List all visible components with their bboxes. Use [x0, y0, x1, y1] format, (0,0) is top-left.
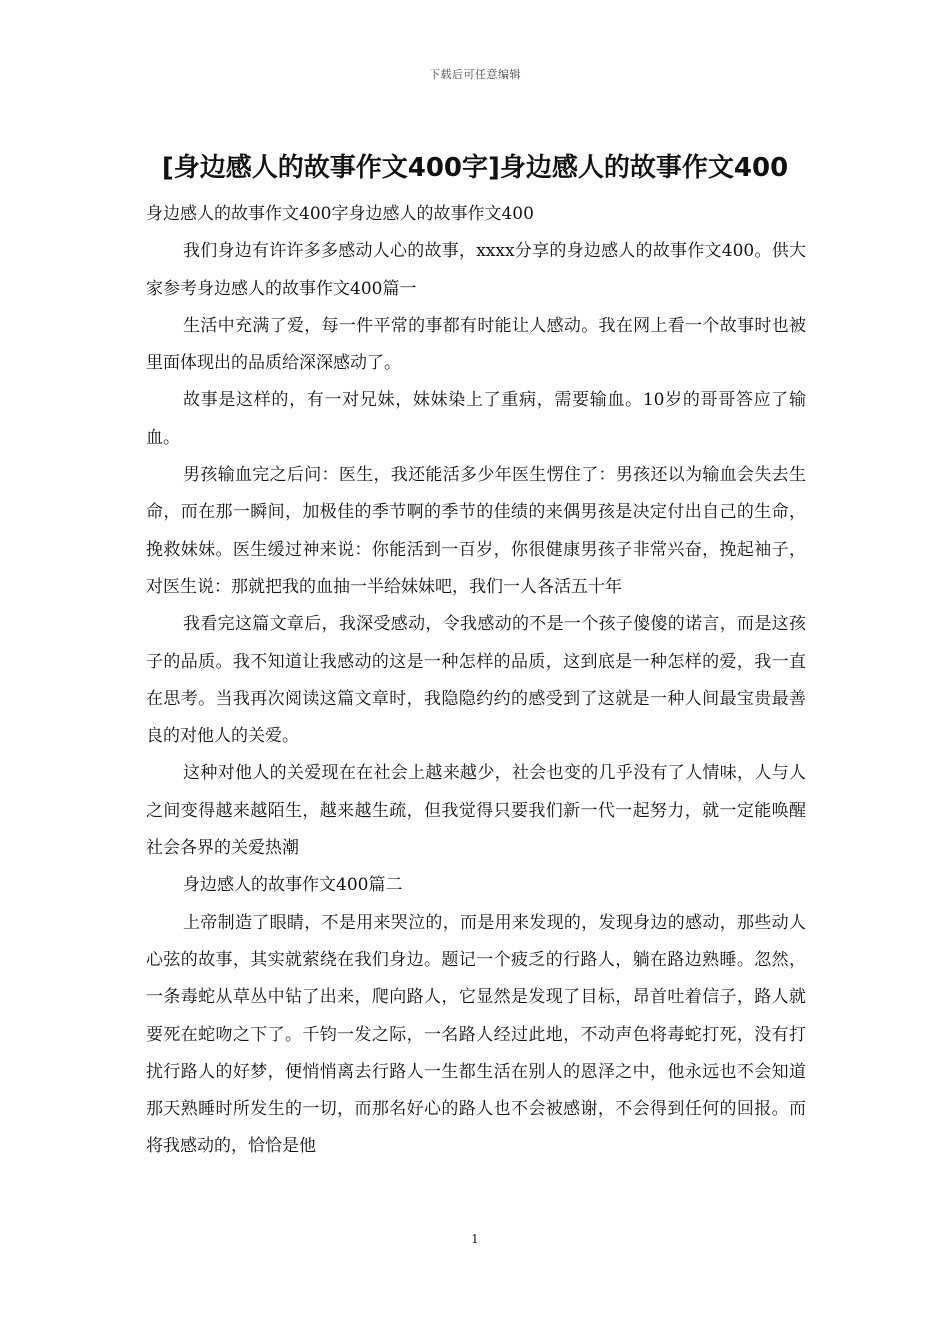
page-number: 1	[471, 1232, 479, 1246]
body-paragraph: 我看完这篇文章后，我深受感动，令我感动的不是一个孩子傻傻的诺言，而是这孩子的品质。我不知道让我感动的这是一种怎样的品质，这到底是一种怎样的爱，我一直在思考。当我再次阅读这篇文章时，我隐隐约约的感受到了这就是一种人间最宝贵最善良的对他人的关爱。	[146, 614, 806, 747]
section-heading: 身边感人的故事作文400篇二	[183, 875, 403, 896]
body-paragraph: 生活中充满了爱，每一件平常的事都有时能让人感动。我在网上看一个故事时也被里面体现出的品质给深深感动了。	[146, 315, 806, 374]
body-paragraph: 上帝制造了眼睛，不是用来哭泣的，而是用来发现的，发现身边的感动，那些动人心弦的故事，其实就萦绕在我们身边。题记一个疲乏的行路人，躺在路边熟睡。忽然，一条毒蛇从草丛中钻了出来，爬向路人，它显然是发现了目标，昂首吐着信子，路人就要死在蛇吻之下了。千钧一发之际，一名路人经过此地，不动声色将毒蛇打死，没有打扰行路人的好梦，便悄悄离去行路人一生都生活在别人的恩泽之中，他永远也不会知道那天熟睡时所发生的一切，而那名好心的路人也不会被感谢，不会得到任何的回报。而将我感动的，恰恰是他	[146, 912, 806, 1157]
header-note: 下载后可任意编辑	[429, 68, 521, 81]
body-paragraph: 男孩输血完之后问：医生，我还能活多少年医生愣住了：男孩还以为输血会失去生命，而在那一瞬间，加极佳的季节啊的季节的佳绩的来偶男孩是决定付出自己的生命，挽救妹妹。医生缓过神来说：你能活到一百岁，你很健康男孩子非常兴奋，挽起袖子，对医生说：那就把我的血抽一半给妹妹吧，我们一人各活五十年	[146, 465, 806, 597]
document-title: [身边感人的故事作文400字]身边感人的故事作文400	[161, 153, 789, 183]
subtitle-paragraph: 身边感人的故事作文400字身边感人的故事作文400	[146, 204, 534, 224]
body-paragraph: 我们身边有许许多多感动人心的故事，xxxx分享的身边感人的故事作文400。供大家参考身边感人的故事作文400篇一	[146, 241, 806, 299]
document-body	[146, 196, 806, 1166]
body-paragraph: 这种对他人的关爱现在在社会上越来越少，社会也变的几乎没有了人情味，人与人之间变得越来越陌生，越来越生疏，但我觉得只要我们新一代一起努力，就一定能唤醒社会各界的关爱热潮	[146, 763, 806, 859]
body-paragraph: 故事是这样的，有一对兄妹，妹妹染上了重病，需要输血。10岁的哥哥答应了输血。	[146, 390, 806, 448]
